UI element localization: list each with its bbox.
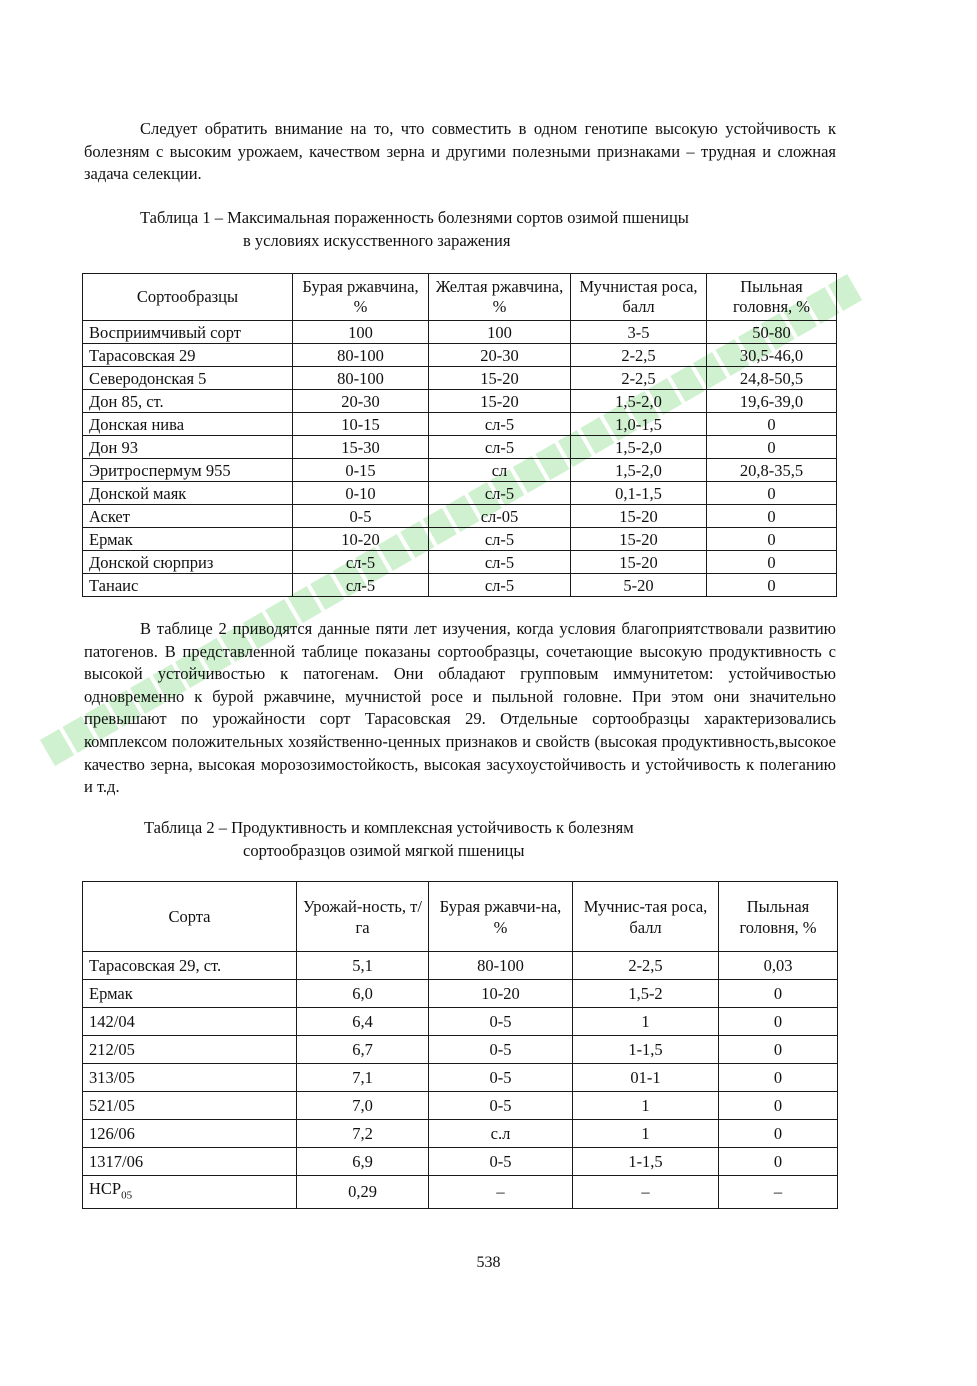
value-cell: сл-5 — [429, 436, 571, 459]
table-row — [83, 321, 837, 344]
value-cell: 30,5-46,0 — [707, 344, 837, 367]
value-cell: 0 — [707, 551, 837, 574]
value-cell: 0 — [707, 574, 837, 597]
nsr-label: НСР — [89, 1179, 122, 1198]
value-cell: 19,6-39,0 — [707, 390, 837, 413]
variety-name-cell: Донская нива — [83, 413, 293, 436]
page-number: 538 — [476, 1254, 501, 1271]
value-cell: 0-15 — [293, 459, 429, 482]
value-cell: сл-05 — [429, 505, 571, 528]
value-cell: 0 — [707, 413, 837, 436]
value-cell: 80-100 — [293, 367, 429, 390]
value-cell: 1 — [573, 1008, 719, 1036]
value-cell: 1 — [573, 1092, 719, 1120]
value-cell: 0,1-1,5 — [571, 482, 707, 505]
table-row — [83, 1064, 838, 1092]
table2-header-cell: Сорта — [83, 882, 297, 952]
value-cell: 0-5 — [293, 505, 429, 528]
value-cell: 0-5 — [429, 1148, 573, 1176]
value-cell: 20-30 — [293, 390, 429, 413]
value-cell: 20,8-35,5 — [707, 459, 837, 482]
table1-header-cell: Бурая ржавчина, % — [293, 274, 429, 321]
value-cell: с.л — [429, 1120, 573, 1148]
table1-header-cell: Желтая ржавчина, % — [429, 274, 571, 321]
table2-caption-line2: сортообразцов озимой мягкой пшеницы — [243, 841, 525, 860]
variety-name-cell: Дон 93 — [83, 436, 293, 459]
table-row — [83, 1092, 838, 1120]
variety-name-cell: 1317/06 — [83, 1148, 297, 1176]
table1-header-cell: Сортообразцы — [83, 274, 293, 321]
value-cell: 7,1 — [297, 1064, 429, 1092]
table1-caption-line2: в условиях искусственного заражения — [243, 231, 511, 250]
table-row — [83, 551, 837, 574]
value-cell: 0 — [707, 482, 837, 505]
value-cell: 0 — [719, 1036, 838, 1064]
value-cell: 15-20 — [571, 505, 707, 528]
value-cell: 7,0 — [297, 1092, 429, 1120]
value-cell: 0,03 — [719, 952, 838, 980]
variety-name-cell: Ермак — [83, 980, 297, 1008]
variety-name-cell: 212/05 — [83, 1036, 297, 1064]
value-cell: 0 — [707, 436, 837, 459]
value-cell: 6,9 — [297, 1148, 429, 1176]
variety-name-cell: Эритроспермум 955 — [83, 459, 293, 482]
table2-header-cell: Бурая ржавчи-на, % — [429, 882, 573, 952]
value-cell: 6,0 — [297, 980, 429, 1008]
value-cell: 01-1 — [573, 1064, 719, 1092]
variety-name-cell: Ермак — [83, 528, 293, 551]
table1-header-cell: Мучнистая роса, балл — [571, 274, 707, 321]
value-cell: 24,8-50,5 — [707, 367, 837, 390]
table2-nsr-value: – — [719, 1176, 838, 1209]
value-cell: 15-20 — [571, 528, 707, 551]
value-cell: 15-20 — [429, 367, 571, 390]
value-cell: сл-5 — [429, 551, 571, 574]
variety-name-cell: 521/05 — [83, 1092, 297, 1120]
table-row — [83, 436, 837, 459]
value-cell: 1,0-1,5 — [571, 413, 707, 436]
value-cell: сл-5 — [429, 413, 571, 436]
value-cell: 15-30 — [293, 436, 429, 459]
variety-name-cell: Тарасовская 29 — [83, 344, 293, 367]
value-cell: 0-5 — [429, 1092, 573, 1120]
table2-header-cell: Урожай-ность, т/га — [297, 882, 429, 952]
variety-name-cell: 142/04 — [83, 1008, 297, 1036]
value-cell: 5,1 — [297, 952, 429, 980]
value-cell: 10-20 — [293, 528, 429, 551]
value-cell: 1,5-2,0 — [571, 390, 707, 413]
table-row — [83, 952, 838, 980]
table-row — [83, 528, 837, 551]
value-cell: 1,5-2 — [573, 980, 719, 1008]
table1-caption-line1: Таблица 1 – Максимальная пораженность болезнями сортов озимой пшеницы — [140, 208, 689, 227]
table2-header-row — [83, 882, 838, 952]
value-cell: 0-10 — [293, 482, 429, 505]
table-row — [83, 505, 837, 528]
value-cell: 15-20 — [429, 390, 571, 413]
table2-header-cell: Мучнис-тая роса, балл — [573, 882, 719, 952]
value-cell: 3-5 — [571, 321, 707, 344]
value-cell: сл-5 — [429, 574, 571, 597]
value-cell: 0 — [707, 505, 837, 528]
value-cell: 0 — [707, 528, 837, 551]
table-row — [83, 344, 837, 367]
value-cell: 10-15 — [293, 413, 429, 436]
value-cell: 0 — [719, 1120, 838, 1148]
value-cell: 5-20 — [571, 574, 707, 597]
value-cell: 1,5-2,0 — [571, 436, 707, 459]
nsr-subscript: 05 — [121, 1189, 133, 1202]
value-cell: сл-5 — [429, 528, 571, 551]
table2-caption-line1: Таблица 2 – Продуктивность и комплексная устойчивость к болезням — [144, 818, 634, 837]
variety-name-cell: Северодонская 5 — [83, 367, 293, 390]
table1-header-row — [83, 274, 837, 321]
table-row — [83, 574, 837, 597]
variety-name-cell: Донской сюрприз — [83, 551, 293, 574]
value-cell: 20-30 — [429, 344, 571, 367]
variety-name-cell: Тарасовская 29, ст. — [83, 952, 297, 980]
variety-name-cell: Восприимчивый сорт — [83, 321, 293, 344]
table2-nsr-row — [83, 1176, 838, 1209]
table2-nsr-value: – — [429, 1176, 573, 1209]
table-row — [83, 482, 837, 505]
value-cell: 1-1,5 — [573, 1148, 719, 1176]
value-cell: 0-5 — [429, 1008, 573, 1036]
value-cell: 2-2,5 — [571, 367, 707, 390]
value-cell: 1,5-2,0 — [571, 459, 707, 482]
table1-header-cell: Пыльная головня, % — [707, 274, 837, 321]
value-cell: сл-5 — [429, 482, 571, 505]
variety-name-cell: Танаис — [83, 574, 293, 597]
value-cell: 7,2 — [297, 1120, 429, 1148]
value-cell: 0 — [719, 1148, 838, 1176]
table2 — [82, 881, 838, 1209]
value-cell: 6,4 — [297, 1008, 429, 1036]
value-cell: сл-5 — [293, 574, 429, 597]
value-cell: 10-20 — [429, 980, 573, 1008]
table-row — [83, 367, 837, 390]
table2-header-cell: Пыльная головня, % — [719, 882, 838, 952]
variety-name-cell: 126/06 — [83, 1120, 297, 1148]
table-row — [83, 980, 838, 1008]
value-cell: 1-1,5 — [573, 1036, 719, 1064]
value-cell: 100 — [293, 321, 429, 344]
value-cell: 0 — [719, 1008, 838, 1036]
value-cell: 1 — [573, 1120, 719, 1148]
table-row — [83, 413, 837, 436]
table2-nsr-value: 0,29 — [297, 1176, 429, 1209]
value-cell: 0-5 — [429, 1064, 573, 1092]
value-cell: 2-2,5 — [573, 952, 719, 980]
table-row — [83, 1036, 838, 1064]
table-row — [83, 1120, 838, 1148]
variety-name-cell: Донской маяк — [83, 482, 293, 505]
table-row — [83, 1148, 838, 1176]
table2-nsr-label-cell — [83, 1176, 297, 1209]
intro-paragraph: Следует обратить внимание на то, что совместить в одном генотипе высокую устойчивость к болезням с высоким урожаем, качеством зерна и другими полезными признаками – трудная и сложная задача селекции. — [84, 119, 836, 184]
value-cell: 15-20 — [571, 551, 707, 574]
value-cell: 100 — [429, 321, 571, 344]
table1 — [82, 273, 837, 597]
table2-nsr-value: – — [573, 1176, 719, 1209]
value-cell: 50-80 — [707, 321, 837, 344]
value-cell: 0 — [719, 980, 838, 1008]
variety-name-cell: Аскет — [83, 505, 293, 528]
table-row — [83, 459, 837, 482]
value-cell: 80-100 — [293, 344, 429, 367]
value-cell: 2-2,5 — [571, 344, 707, 367]
table-row — [83, 1008, 838, 1036]
value-cell: 80-100 — [429, 952, 573, 980]
watermark-block — [40, 729, 74, 766]
middle-paragraph: В таблице 2 приводятся данные пяти лет изучения, когда условия благоприятствовали развитию патогенов. В представленной таблице показаны сортообразцы, сочетающие высокую продуктивность с высокой устойчивостью к патогенам. Они обладают групповым иммунитетом: устойчивостью одновременно к бурой ржавчине, мучнистой росе и пыльной головне. При этом они значительно превышают по урожайности сорт Тарасовская 29. Отдельные сортообразцы характеризовались комплексом положительных хозяйственно-ценных признаков и свойств (высокая продуктивность,высокое качество зерна, высокая морозозимостойкость, высокая засухоустойчивость и устойчивость к полеганию и т.д. — [84, 619, 836, 797]
value-cell: сл-5 — [293, 551, 429, 574]
value-cell: 0 — [719, 1064, 838, 1092]
value-cell: 6,7 — [297, 1036, 429, 1064]
value-cell: 0 — [719, 1092, 838, 1120]
value-cell: сл — [429, 459, 571, 482]
variety-name-cell: Дон 85, ст. — [83, 390, 293, 413]
table-row — [83, 390, 837, 413]
variety-name-cell: 313/05 — [83, 1064, 297, 1092]
value-cell: 0-5 — [429, 1036, 573, 1064]
